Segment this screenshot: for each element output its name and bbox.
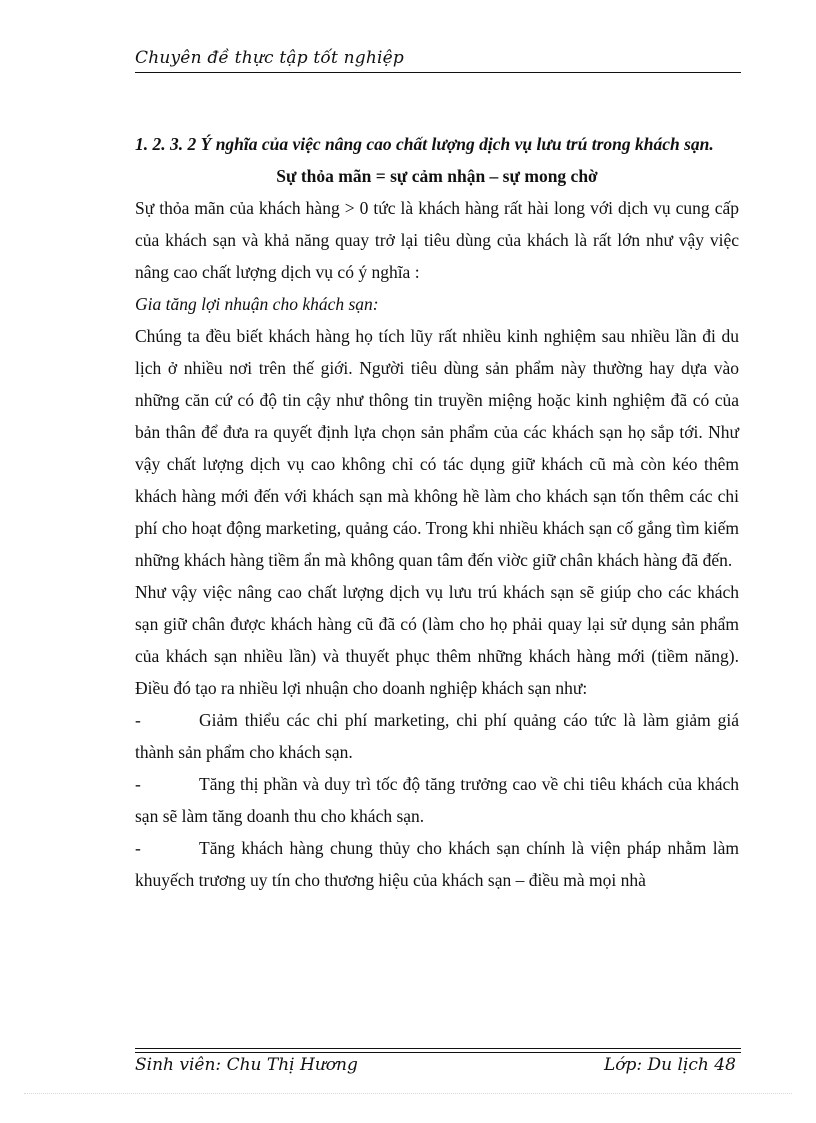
paragraph-1: Sự thỏa mãn của khách hàng > 0 tức là khách hàng rất hài long với dịch vụ cung cấp của khách sạn và khả năng quay trở lại tiêu dùng của khách là rất lớn như vậy việc nâng cao chất lượng dịch vụ có ý nghĩa : [135,198,739,282]
subheading: Gia tăng lợi nhuận cho khách sạn: [135,294,379,314]
section-heading: 1. 2. 3. 2 Ý nghĩa của việc nâng cao chất lượng dịch vụ lưu trú trong khách sạn. [135,134,714,154]
page-edge-dots [24,1093,792,1094]
page-header-title: Chuyên đề thực tập tốt nghiệp [135,48,405,68]
formula-line: Sự thỏa mãn = sự cảm nhận – sự mong chờ [276,166,598,186]
bullet-item [135,704,739,768]
bullet-text: Tăng thị phần và duy trì tốc độ tăng trưởng cao về chi tiêu khách của khách sạn sẽ làm tăng doanh thu cho khách sạn. [135,774,739,826]
footer-class: Lớp: Du lịch 48 [604,1055,736,1075]
bullet-dash: - [135,774,141,794]
paragraph-3: Như vậy việc nâng cao chất lượng dịch vụ lưu trú khách sạn sẽ giúp cho các khách sạn giữ chân được khách hàng cũ đã có (làm cho họ phải quay lại sử dụng sản phẩm của khách sạn nhiều lần) và thuyết phục thêm những khách hàng mới (tiềm năng). Điều đó tạo ra nhiều lợi nhuận cho doanh nghiệp khách sạn như: [135,582,739,698]
bullet-dash: - [135,710,141,730]
bullet-text: Tăng khách hàng chung thủy cho khách sạn chính là viện pháp nhằm làm khuyếch trương uy tín cho thương hiệu của khách sạn – điều mà mọi nhà [135,838,739,890]
bullet-text: Giảm thiểu các chi phí marketing, chi phí quảng cáo tức là làm giảm giá thành sản phẩm cho khách sạn. [135,710,739,762]
header-divider [135,72,741,73]
bullet-item [135,832,739,896]
paragraph-2: Chúng ta đều biết khách hàng họ tích lũy rất nhiều kinh nghiệm sau nhiều lần đi du lịch ở nhiều nơi trên thế giới. Người tiêu dùng sản phẩm này thường hay dựa vào những căn cứ có độ tin cậy như thông tin truyền miệng hoặc kinh nghiệm đã có của bản thân để đưa ra quyết định lựa chọn sản phẩm của các khách sạn họ sắp tới. Như vậy chất lượng dịch vụ cao không chỉ có tác dụng giữ khách cũ mà còn kéo thêm khách hàng mới đến với khách sạn mà không hề làm cho khách sạn tốn thêm các chi phí cho hoạt động marketing, quảng cáo. Trong khi nhiều khách sạn cố gắng tìm kiếm những khách hàng tiềm ẩn mà không quan tâm đến viờc giữ chân khách hàng đã đến. [135,326,739,570]
page-content [135,128,739,896]
bullet-item [135,768,739,832]
bullet-dash: - [135,838,141,858]
footer-student: Sinh viên: Chu Thị Hương [135,1055,358,1075]
footer-divider-top [135,1048,741,1049]
footer-divider-bottom [135,1052,741,1053]
